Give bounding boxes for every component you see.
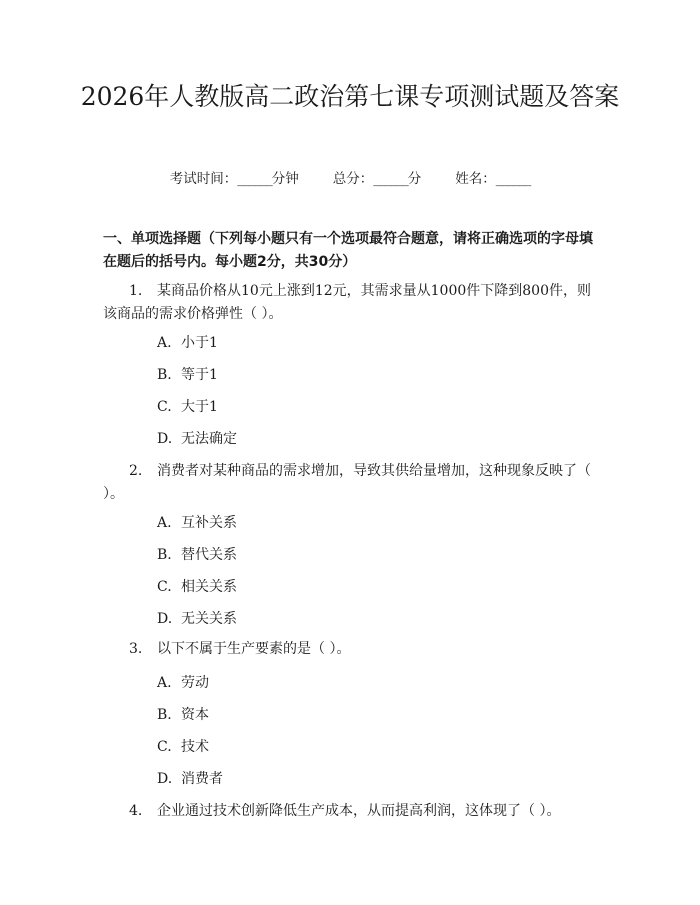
exam-meta-line [0,167,700,187]
option-text: 劳动 [181,675,209,691]
question-text: 企业通过技术创新降低生产成本，从而提高利润，这体现了（ ）。 [157,803,561,819]
option-letter: C. [157,399,172,415]
option-text: 消费者 [181,771,223,787]
student-name-field [455,167,530,187]
total-score-label: 总分： [332,171,374,187]
option-letter: D. [157,431,173,447]
question-text: 消费者对某种商品的需求增加，导致其供给量增加，这种现象反映了（ ）。 [103,463,591,502]
question-3 [103,638,603,661]
option-text: 无法确定 [181,431,237,447]
option-letter: B. [157,707,172,723]
option-letter: C. [157,739,172,755]
question-text: 某商品价格从10元上涨到12元，其需求量从1000件下降到800件，则该商品的需求价格弹性（ ）。 [103,283,591,322]
option-text: 替代关系 [181,547,237,563]
option-text: 等于1 [181,367,218,383]
option-item [157,365,218,385]
option-item [157,737,209,757]
option-item [157,769,223,789]
option-item [157,673,209,693]
question-4 [103,800,603,823]
question-2 [103,460,603,506]
section-heading: 一、单项选择题（下列每小题只有一个选项最符合题意，请将正确选项的字母填在题后的括号内。每小题2分，共30分） [103,231,593,270]
total-score-blank: ______ [373,171,408,187]
document-title: 2026年人教版高二政治第七课专项测试题及答案 [80,82,620,111]
option-item [157,513,237,533]
option-text: 互补关系 [181,515,237,531]
exam-time-unit: 分钟 [271,171,299,187]
question-number: 4. [129,803,143,819]
option-letter: A. [157,515,172,531]
option-item [157,429,237,449]
option-letter: D. [157,771,173,787]
option-letter: B. [157,367,172,383]
option-item [157,577,237,597]
option-item [157,333,218,353]
option-letter: B. [157,547,172,563]
option-text: 技术 [181,739,209,755]
option-text: 资本 [181,707,209,723]
student-name-blank: ______ [495,171,531,187]
exam-time-blank: ______ [237,171,272,187]
question-number: 1. [129,283,143,299]
exam-time-field [170,167,299,187]
option-item [157,545,237,565]
option-letter: A. [157,675,172,691]
question-1 [103,280,603,326]
option-text: 小于1 [181,335,218,351]
option-letter: C. [157,579,172,595]
total-score-unit: 分 [407,171,422,187]
option-item [157,609,237,629]
student-name-label: 姓名： [455,171,496,187]
option-letter: A. [157,335,172,351]
option-text: 无关关系 [181,611,237,627]
option-item [157,397,218,417]
question-number: 3. [129,641,143,657]
option-text: 相关关系 [181,579,237,595]
option-text: 大于1 [181,399,218,415]
exam-time-label: 考试时间： [169,171,238,187]
option-item [157,705,209,725]
total-score-field [333,167,422,187]
question-text: 以下不属于生产要素的是（ ）。 [157,641,351,657]
option-letter: D. [157,611,173,627]
question-number: 2. [129,463,143,479]
